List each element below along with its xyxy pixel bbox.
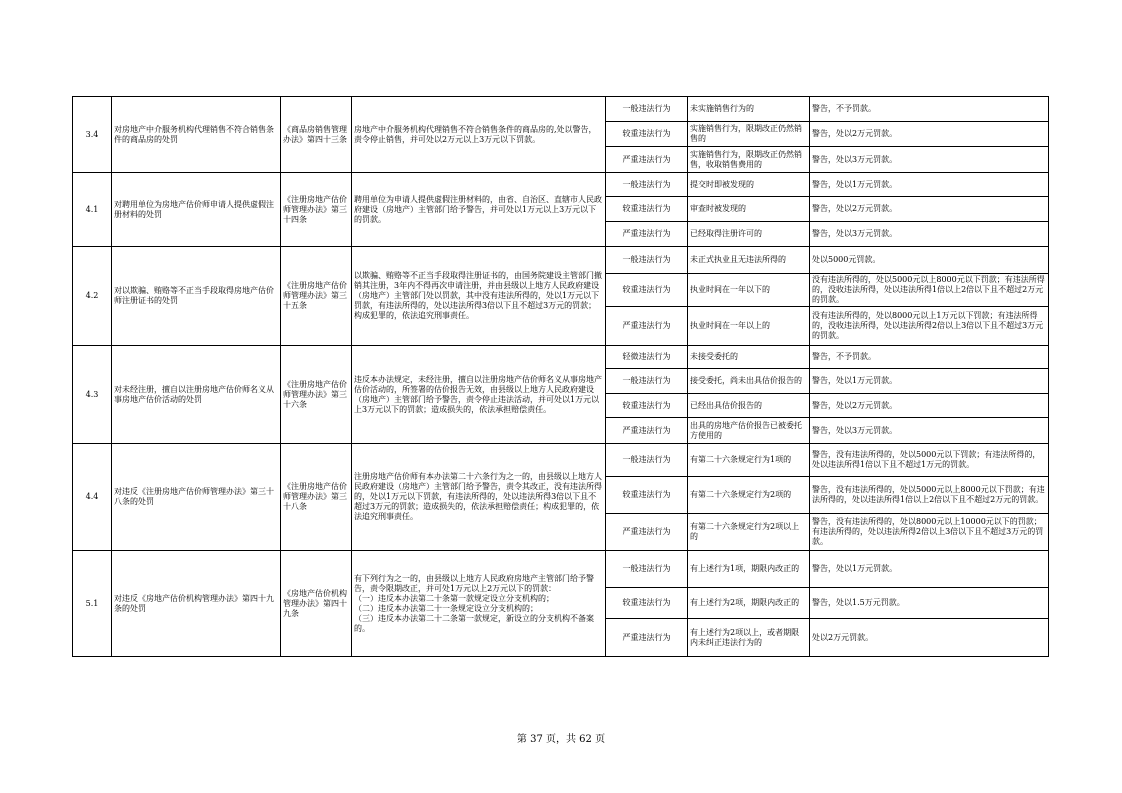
violation-circumstance: 已经出具估价报告的: [688, 394, 810, 418]
legal-basis: 《注册房地产估价师管理办法》第三十六条: [281, 346, 352, 444]
penalty-table: [72, 96, 1049, 657]
penalty-standard: 警告，处以1万元罚款。: [810, 369, 1049, 394]
violation-level: 严重违法行为: [606, 307, 688, 346]
violation-circumstance: 接受委托，尚未出具估价报告的: [688, 369, 810, 394]
violation-circumstance: 有第二十六条规定行为2项的: [688, 477, 810, 514]
violation-circumstance: 实施销售行为，限期改正仍然销售，收取销售费用的: [688, 147, 810, 173]
penalty-standard: 警告，处以1.5万元罚款。: [810, 588, 1049, 619]
violation-circumstance: 已经取得注册许可的: [688, 222, 810, 247]
violation-circumstance: 实施销售行为，限期改正仍然销售的: [688, 122, 810, 147]
table-row: [73, 551, 1049, 588]
penalty-provision: 聘用单位为申请人提供虚假注册材料的，由省、自治区、直辖市人民政府建设（房地产）主管部门给予警告，并可处以1万元以上3万元以下的罚款。: [352, 173, 606, 247]
violation-level: 一般违法行为: [606, 97, 688, 122]
item-name: 对未经注册，擅自以注册房地产估价师名义从事房地产估价活动的处罚: [112, 346, 281, 444]
penalty-standard: 警告，处以2万元罚款。: [810, 394, 1049, 418]
penalty-standard: 警告，没有违法所得的，处以8000元以上10000元以下的罚款；有违法所得的，处以违法所得2倍以上3倍以下且不超过3万元的罚款。: [810, 514, 1049, 551]
violation-circumstance: 有上述行为2项以上，或者期限内未纠正违法行为的: [688, 619, 810, 657]
violation-level: 严重违法行为: [606, 147, 688, 173]
violation-level: 较重违法行为: [606, 477, 688, 514]
penalty-standard: 警告，处以3万元罚款。: [810, 418, 1049, 444]
penalty-standard: 处以2万元罚款。: [810, 619, 1049, 657]
page-footer: 第 37 页，共 62 页: [516, 734, 606, 745]
violation-level: 较重违法行为: [606, 394, 688, 418]
table-row: [73, 444, 1049, 477]
penalty-standard: 警告，处以3万元罚款。: [810, 222, 1049, 247]
penalty-standard: 没有违法所得的，处以5000元以上8000元以下罚款；有违法所得的，没收违法所得，处以违法所得1倍以上2倍以下且不超过2万元的罚款。: [810, 274, 1049, 307]
penalty-standard: 处以5000元罚款。: [810, 247, 1049, 274]
item-name: 对房地产中介服务机构代理销售不符合销售条件的商品房的处罚: [112, 97, 281, 173]
violation-level: 较重违法行为: [606, 588, 688, 619]
violation-circumstance: 执业时间在一年以上的: [688, 307, 810, 346]
table-row: [73, 346, 1049, 369]
item-name: 对聘用单位为房地产估价师申请人提供虚假注册材料的处罚: [112, 173, 281, 247]
item-number: 5.1: [73, 551, 112, 657]
penalty-standard: 警告，处以2万元罚款。: [810, 197, 1049, 222]
violation-level: 严重违法行为: [606, 619, 688, 657]
violation-level: 一般违法行为: [606, 444, 688, 477]
legal-basis: 《注册房地产估价师管理办法》第三十八条: [281, 444, 352, 551]
item-number: 4.1: [73, 173, 112, 247]
legal-basis: 《注册房地产估价师管理办法》第三十五条: [281, 247, 352, 346]
violation-level: 一般违法行为: [606, 247, 688, 274]
table-row: [73, 247, 1049, 274]
legal-basis: 《注册房地产估价师管理办法》第三十四条: [281, 173, 352, 247]
item-name: 对违反《注册房地产估价师管理办法》第三十八条的处罚: [112, 444, 281, 551]
table-row: [73, 97, 1049, 122]
violation-level: 严重违法行为: [606, 514, 688, 551]
violation-circumstance: 出具的房地产估价报告已被委托方使用的: [688, 418, 810, 444]
violation-level: 严重违法行为: [606, 418, 688, 444]
penalty-provision: 房地产中介服务机构代理销售不符合销售条件的商品房的,处以警告，责令停止销售，并可处以2万元以上3万元以下罚款。: [352, 97, 606, 173]
violation-circumstance: 未接受委托的: [688, 346, 810, 369]
violation-level: 一般违法行为: [606, 369, 688, 394]
legal-basis: 《商品房销售管理办法》第四十三条: [281, 97, 352, 173]
violation-level: 一般违法行为: [606, 551, 688, 588]
penalty-standard: 警告，不予罚款。: [810, 346, 1049, 369]
penalty-standard: 警告，没有违法所得的，处以5000元以上8000元以下罚款；有违法所得的，处以违法所得1倍以上2倍以下且不超过2万元的罚款。: [810, 477, 1049, 514]
violation-circumstance: 审查时被发现的: [688, 197, 810, 222]
violation-level: 轻微违法行为: [606, 346, 688, 369]
penalty-provision: 有下列行为之一的，由县级以上地方人民政府房地产主管部门给予警告，责令限期改正，并可处1万元以上2万元以下的罚款： （一）违反本办法第二十条第一款规定设立分支机构的； （二）违反本办法第二十一条规定设立分支机构的； （三）违反本办法第二十二条第一款规定，新设立的分支机构不备案的。: [352, 551, 606, 657]
penalty-standard: 警告，处以1万元罚款。: [810, 551, 1049, 588]
violation-circumstance: 未实施销售行为的: [688, 97, 810, 122]
item-name: 对违反《房地产估价机构管理办法》第四十九条的处罚: [112, 551, 281, 657]
penalty-standard: 警告，处以2万元罚款。: [810, 122, 1049, 147]
table-row: [73, 173, 1049, 197]
penalty-standard: 没有违法所得的，处以8000元以上1万元以下罚款；有违法所得的，没收违法所得，处以违法所得2倍以上3倍以下且不超过3万元的罚款。: [810, 307, 1049, 346]
violation-level: 较重违法行为: [606, 197, 688, 222]
violation-circumstance: 提交时即被发现的: [688, 173, 810, 197]
item-number: 4.4: [73, 444, 112, 551]
violation-circumstance: 有第二十六条规定行为2项以上的: [688, 514, 810, 551]
violation-circumstance: 有第二十六条规定行为1项的: [688, 444, 810, 477]
item-number: 4.3: [73, 346, 112, 444]
legal-basis: 《房地产估价机构管理办法》第四十九条: [281, 551, 352, 657]
penalty-standard: 警告，处以3万元罚款。: [810, 147, 1049, 173]
item-number: 4.2: [73, 247, 112, 346]
violation-level: 严重违法行为: [606, 222, 688, 247]
violation-level: 较重违法行为: [606, 122, 688, 147]
violation-circumstance: 有上述行为2项，期限内改正的: [688, 588, 810, 619]
penalty-standard: 警告，处以1万元罚款。: [810, 173, 1049, 197]
item-name: 对以欺骗、贿赂等不正当手段取得房地产估价师注册证书的处罚: [112, 247, 281, 346]
violation-level: 较重违法行为: [606, 274, 688, 307]
violation-circumstance: 执业时间在一年以下的: [688, 274, 810, 307]
violation-circumstance: 未正式执业且无违法所得的: [688, 247, 810, 274]
violation-level: 一般违法行为: [606, 173, 688, 197]
violation-circumstance: 有上述行为1项，期限内改正的: [688, 551, 810, 588]
penalty-provision: 以欺骗、贿赂等不正当手段取得注册证书的，由国务院建设主管部门撤销其注册，3年内不得再次申请注册，并由县级以上地方人民政府建设（房地产）主管部门处以罚款，其中没有违法所得的，处以1万元以下罚款，有违法所得的，处以违法所得3倍以下且不超过3万元的罚款；构成犯罪的，依法追究刑事责任。: [352, 247, 606, 346]
penalty-provision: 注册房地产估价师有本办法第二十六条行为之一的，由县级以上地方人民政府建设（房地产）主管部门给予警告，责令其改正，没有违法所得的，处以1万元以下罚款，有违法所得的，处以违法所得3倍以下且不超过3万元的罚款；造成损失的，依法承担赔偿责任；构成犯罪的，依法追究刑事责任。: [352, 444, 606, 551]
penalty-provision: 违反本办法规定，未经注册，擅自以注册房地产估价师名义从事房地产估价活动的，所签署的估价报告无效，由县级以上地方人民政府建设（房地产）主管部门给予警告，责令停止违法活动，并可处以1万元以上3万元以下的罚款；造成损失的，依法承担赔偿责任。: [352, 346, 606, 444]
item-number: 3.4: [73, 97, 112, 173]
penalty-standard: 警告，不予罚款。: [810, 97, 1049, 122]
penalty-standard: 警告，没有违法所得的，处以5000元以下罚款；有违法所得的，处以违法所得1倍以下且不超过1万元的罚款。: [810, 444, 1049, 477]
